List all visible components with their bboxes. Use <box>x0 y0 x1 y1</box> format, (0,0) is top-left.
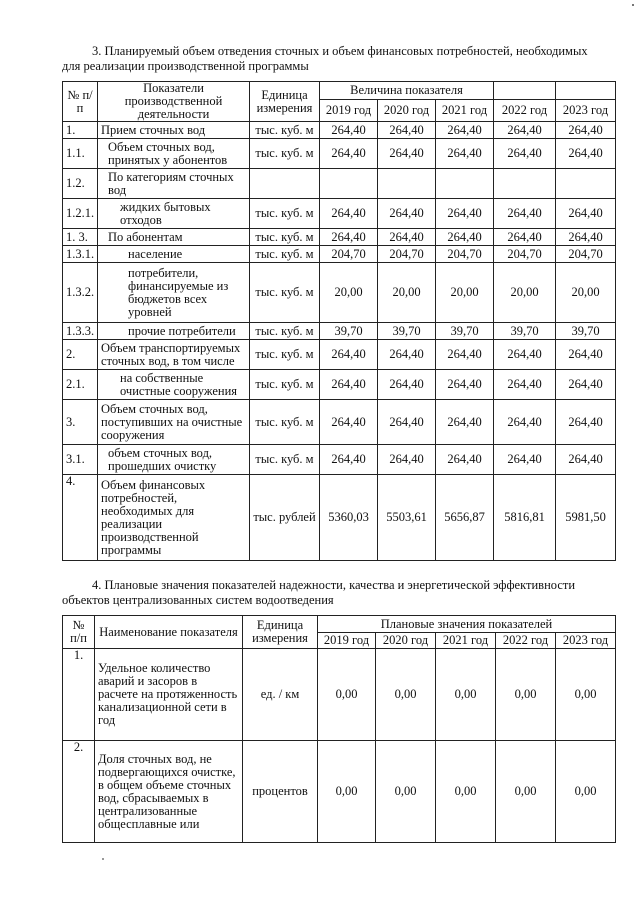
row-value: 204,70 <box>556 246 616 263</box>
row-name: Объем финансовых потребностей, необходимых для реализации производственной программы <box>98 475 250 561</box>
row-value: 5816,81 <box>494 475 556 561</box>
row-value: 204,70 <box>436 246 494 263</box>
row-value: 264,40 <box>436 199 494 229</box>
row-value: 0,00 <box>436 741 496 843</box>
row-value: 39,70 <box>494 323 556 340</box>
section4-title-line2: объектов централизованных систем водоотведения <box>62 593 334 607</box>
row-num: 1. <box>63 122 98 139</box>
table-row <box>63 323 616 340</box>
row-value: 20,00 <box>556 263 616 323</box>
header-empty <box>494 82 556 100</box>
table-row <box>63 475 616 561</box>
row-value: 0,00 <box>318 741 376 843</box>
row-value: 264,40 <box>436 122 494 139</box>
scan-speck <box>632 4 634 6</box>
row-value: 264,40 <box>494 400 556 445</box>
table-row <box>63 400 616 445</box>
row-num: 4. <box>63 475 98 561</box>
table-row <box>63 199 616 229</box>
row-value: 264,40 <box>320 199 378 229</box>
table-row <box>63 741 616 843</box>
row-name: Удельное количество аварий и засоров в расчете на протяженность канализационной сети в год <box>95 649 243 741</box>
header-value-group: Плановые значения показателей <box>318 616 616 633</box>
table-row <box>63 263 616 323</box>
row-num: 2. <box>63 741 95 843</box>
row-num: 1.2. <box>63 169 98 199</box>
row-value: 264,40 <box>436 229 494 246</box>
row-unit: тыс. куб. м <box>250 139 320 169</box>
row-value: 20,00 <box>436 263 494 323</box>
row-unit: тыс. куб. м <box>250 263 320 323</box>
row-unit <box>250 169 320 199</box>
row-name: Объем сточных вод, поступивших на очистные сооружения <box>98 400 250 445</box>
row-name: на собственные очистные сооружения <box>98 370 250 400</box>
row-name: Объем транспортируемых сточных вод, в том числе <box>98 340 250 370</box>
row-value: 264,40 <box>436 370 494 400</box>
row-unit: тыс. куб. м <box>250 370 320 400</box>
row-unit: тыс. куб. м <box>250 229 320 246</box>
section3-title-line1: 3. Планируемый объем отведения сточных и объем финансовых потребностей, необходимых <box>92 44 588 58</box>
table-row <box>63 370 616 400</box>
header-year: 2021 год <box>436 100 494 122</box>
header-year: 2022 год <box>496 633 556 649</box>
row-name: потребители, финансируемые из бюджетов всех уровней <box>98 263 250 323</box>
row-value <box>436 169 494 199</box>
row-value: 264,40 <box>494 122 556 139</box>
header-year: 2022 год <box>494 100 556 122</box>
row-value: 5360,03 <box>320 475 378 561</box>
row-num: 1. 3. <box>63 229 98 246</box>
row-name: прочие потребители <box>98 323 250 340</box>
row-unit: тыс. куб. м <box>250 445 320 475</box>
row-value: 264,40 <box>378 370 436 400</box>
row-value: 20,00 <box>494 263 556 323</box>
row-value: 264,40 <box>320 229 378 246</box>
row-value: 0,00 <box>556 649 616 741</box>
row-num: 1.2.1. <box>63 199 98 229</box>
row-num: 1.3.3. <box>63 323 98 340</box>
row-value: 264,40 <box>436 400 494 445</box>
row-num: 2.1. <box>63 370 98 400</box>
header-year: 2020 год <box>376 633 436 649</box>
row-value: 264,40 <box>494 370 556 400</box>
row-value: 0,00 <box>376 649 436 741</box>
row-num: 1.3.2. <box>63 263 98 323</box>
header-unit: Единица измерения <box>250 82 320 122</box>
row-value: 264,40 <box>556 340 616 370</box>
row-unit: ед. / км <box>243 649 318 741</box>
row-num: 1.3.1. <box>63 246 98 263</box>
row-value: 39,70 <box>556 323 616 340</box>
table-row <box>63 340 616 370</box>
row-value: 264,40 <box>556 122 616 139</box>
section3-title <box>62 44 614 74</box>
row-value: 264,40 <box>378 122 436 139</box>
table-row <box>63 229 616 246</box>
row-num: 3. <box>63 400 98 445</box>
row-unit: тыс. куб. м <box>250 400 320 445</box>
row-value: 264,40 <box>556 400 616 445</box>
row-value: 264,40 <box>494 199 556 229</box>
row-unit: тыс. куб. м <box>250 323 320 340</box>
row-value: 5656,87 <box>436 475 494 561</box>
row-value <box>378 169 436 199</box>
header-num: № п/п <box>63 616 95 649</box>
header-year: 2021 год <box>436 633 496 649</box>
row-value: 264,40 <box>436 340 494 370</box>
row-value: 264,40 <box>494 139 556 169</box>
row-value <box>556 169 616 199</box>
row-value: 39,70 <box>320 323 378 340</box>
header-unit: Единица измерения <box>243 616 318 649</box>
row-value: 0,00 <box>376 741 436 843</box>
row-num: 2. <box>63 340 98 370</box>
row-value: 204,70 <box>494 246 556 263</box>
header-empty <box>556 82 616 100</box>
row-name: По абонентам <box>98 229 250 246</box>
row-value <box>320 169 378 199</box>
row-name: Объем сточных вод, принятых у абонентов <box>98 139 250 169</box>
row-value: 20,00 <box>378 263 436 323</box>
row-value: 264,40 <box>556 199 616 229</box>
row-unit: процентов <box>243 741 318 843</box>
reliability-indicators-table <box>62 615 616 843</box>
row-value: 5503,61 <box>378 475 436 561</box>
row-unit: тыс. рублей <box>250 475 320 561</box>
row-unit: тыс. куб. м <box>250 340 320 370</box>
row-value: 0,00 <box>496 741 556 843</box>
header-year: 2023 год <box>556 100 616 122</box>
row-value: 264,40 <box>436 139 494 169</box>
row-value: 39,70 <box>436 323 494 340</box>
row-value: 39,70 <box>378 323 436 340</box>
row-name: Прием сточных вод <box>98 122 250 139</box>
section4-title-line1: 4. Плановые значения показателей надежности, качества и энергетической эффективности <box>92 578 576 592</box>
row-value: 264,40 <box>556 139 616 169</box>
row-num: 1. <box>63 649 95 741</box>
row-value: 264,40 <box>320 139 378 169</box>
row-unit: тыс. куб. м <box>250 122 320 139</box>
table-row <box>63 122 616 139</box>
row-value: 264,40 <box>320 340 378 370</box>
row-num: 1.1. <box>63 139 98 169</box>
row-name: объем сточных вод, прошедших очистку <box>98 445 250 475</box>
header-year: 2019 год <box>318 633 376 649</box>
header-indicator: Наименование показателя <box>95 616 243 649</box>
header-year: 2023 год <box>556 633 616 649</box>
row-value: 264,40 <box>320 370 378 400</box>
row-value: 0,00 <box>496 649 556 741</box>
row-value: 264,40 <box>556 445 616 475</box>
table-row <box>63 246 616 263</box>
section4-title <box>62 578 614 608</box>
row-unit: тыс. куб. м <box>250 246 320 263</box>
row-num: 3.1. <box>63 445 98 475</box>
production-program-table <box>62 81 616 561</box>
table-row <box>63 139 616 169</box>
table-row <box>63 649 616 741</box>
row-value: 0,00 <box>556 741 616 843</box>
section3-title-line2: для реализации производственной программы <box>62 59 309 73</box>
row-value: 264,40 <box>378 199 436 229</box>
row-value: 264,40 <box>378 139 436 169</box>
row-unit: тыс. куб. м <box>250 199 320 229</box>
row-value: 264,40 <box>556 229 616 246</box>
header-year: 2019 год <box>320 100 378 122</box>
row-value: 264,40 <box>494 445 556 475</box>
row-value: 264,40 <box>320 445 378 475</box>
row-name: жидких бытовых отходов <box>98 199 250 229</box>
row-value: 204,70 <box>320 246 378 263</box>
row-value: 5981,50 <box>556 475 616 561</box>
row-name: По категориям сточных вод <box>98 169 250 199</box>
row-value: 264,40 <box>556 370 616 400</box>
row-value: 204,70 <box>378 246 436 263</box>
row-value: 264,40 <box>320 400 378 445</box>
row-value: 20,00 <box>320 263 378 323</box>
row-name: население <box>98 246 250 263</box>
row-value: 264,40 <box>378 445 436 475</box>
table-row <box>63 169 616 199</box>
row-value: 264,40 <box>320 122 378 139</box>
row-value <box>494 169 556 199</box>
table-row <box>63 445 616 475</box>
row-value: 264,40 <box>378 400 436 445</box>
header-num: № п/п <box>63 82 98 122</box>
row-value: 264,40 <box>378 340 436 370</box>
row-value: 264,40 <box>494 340 556 370</box>
scan-speck <box>102 858 104 860</box>
row-value: 264,40 <box>378 229 436 246</box>
row-name: Доля сточных вод, не подвергающихся очистке, в общем объеме сточных вод, сбрасываемых в централизованные общесплавные или <box>95 741 243 843</box>
row-value: 0,00 <box>318 649 376 741</box>
row-value: 0,00 <box>436 649 496 741</box>
header-indicator: Показатели производственной деятельности <box>98 82 250 122</box>
row-value: 264,40 <box>436 445 494 475</box>
header-year: 2020 год <box>378 100 436 122</box>
row-value: 264,40 <box>494 229 556 246</box>
header-value-group: Величина показателя <box>320 82 494 100</box>
